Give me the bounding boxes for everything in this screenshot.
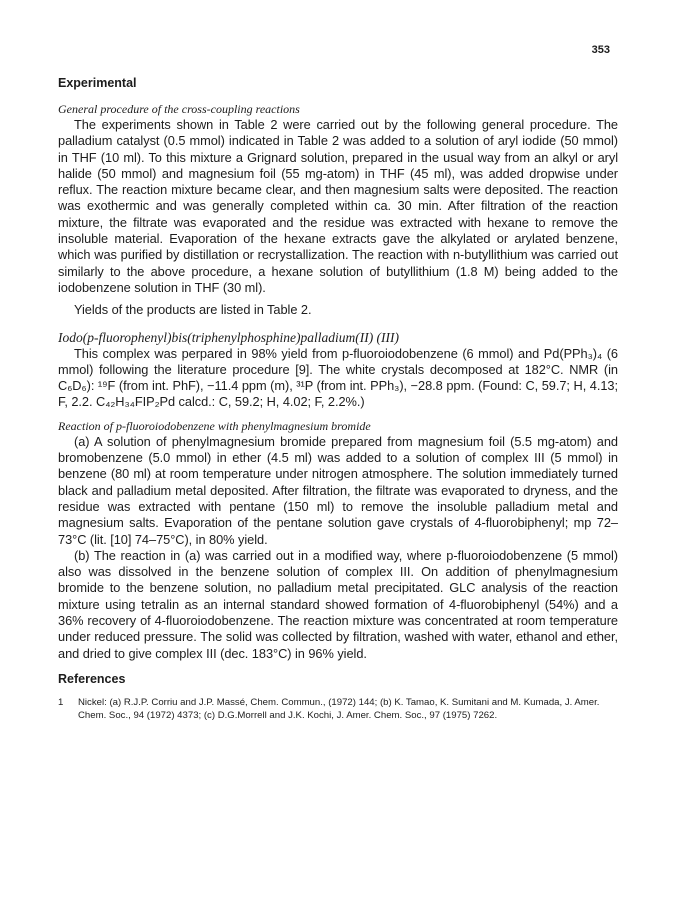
experimental-heading: Experimental	[58, 76, 137, 90]
general-procedure-paragraph: The experiments shown in Table 2 were carried out by the following general procedure. The palladium catalyst (0.5 mmol) indicated in Table 2 was added to a solution of aryl iodide (50 mmol) in THF (10 ml). To this mixture a Grignard solution, prepared in the usual way from an alkyl or aryl halide (50 mmol) and magnesium foil (55 mg-atom) in THF (45 ml), was added dropwise under reflux. The reaction mixture became clear, and then magnesium salts were deposited. The reaction was exothermic and was generally completed within ca. 30 min. After filtration of the reaction mixture, the filtrate was evaporated and the residue was extracted with hexane to remove the insoluble material. Evaporation of the hexane extracts gave the alkylated or arylated benzene, which was purified by distillation or recrystallization. The reaction with n-butyllithium was carried out similarly to the above procedure, a hexane solution of butyllithium (1.8 M) being added to the iodobenzene solution in THF (30 ml).	[58, 117, 618, 295]
complex-iii-heading: Iodo(p-fluorophenyl)bis(triphenylphosphine)palladium(II) (III)	[58, 329, 400, 345]
reference-text: Nickel: (a) R.J.P. Corriu and J.P. Massé, Chem. Commun., (1972) 144; (b) K. Tamao, K. Sumitani and M. Kumada, J. Amer. Chem. Soc., 94 (1972) 4373; (c) D.G.Morrell and J.K. Kochi, J. Amer. Chem. Soc., 97 (1975) 7262.	[78, 696, 600, 721]
yields-paragraph: Yields of the products are listed in Table 2.	[74, 302, 312, 318]
general-procedure-heading: General procedure of the cross-coupling reactions	[58, 102, 300, 116]
reference-number: 1	[58, 696, 64, 708]
grignard-reaction-heading: Reaction of p-fluoroiodobenzene with phenylmagnesium bromide	[58, 418, 371, 433]
page-content	[58, 76, 618, 722]
page-number: 353	[591, 44, 610, 56]
reaction-part-a-paragraph: (a) A solution of phenylmagnesium bromide prepared from magnesium foil (5.5 mg-atom) and bromobenzene (5.0 mmol) in ether (4.5 ml) was added to a solution of complex III (5 mmol) in benzene (80 ml) at room temperature under nitrogen atmosphere. The solution immediately turned black and palladium metal deposited. After filtration, the filtrate was evaporated to dryness, and the residue was extracted with pentane (150 ml) to remove the insoluble palladium metal and magnesium salts. Evaporation of the pentane solution gave crystals of 4-fluorobiphenyl; mp 72–73°C (lit. [10] 74–75°C), in 80% yield.	[58, 433, 618, 547]
reference-entry	[58, 696, 618, 722]
complex-iii-paragraph: This complex was perpared in 98% yield from p-fluoroiodobenzene (6 mmol) and Pd(PPh₃)₄ (6 mmol) following the literature procedure [9]. The white crystals decomposed at 182°C. NMR (in C₆D₆): ¹⁹F (from int. PhF), −11.4 ppm (m), ³¹P (from int. PPh₃), −28.8 ppm. (Found: C, 59.7; H, 4.13; F, 2.2. C₄₂H₃₄FIP₂Pd calcd.: C, 59.2; H, 4.02; F, 2.2%.)	[58, 345, 618, 410]
reaction-part-b-paragraph: (b) The reaction in (a) was carried out in a modified way, where p-fluoroiodobenzene (5 mmol) also was dissolved in the benzene solution of complex III. On addition of phenylmagnesium bromide to the benzene solution, no palladium metal precipitated. GLC analysis of the reaction mixture using tetralin as an internal standard showed formation of 4-fluorobiphenyl (54%) and a 36% recovery of 4-fluoroiodobenzene. The reaction mixture was concentrated at room temperature under reduced pressure. The solid was collected by filtration, washed with water, ethanol and ether, and dried to give complex III (dec. 183°C) in 96% yield.	[58, 547, 618, 661]
references-heading: References	[58, 671, 126, 686]
